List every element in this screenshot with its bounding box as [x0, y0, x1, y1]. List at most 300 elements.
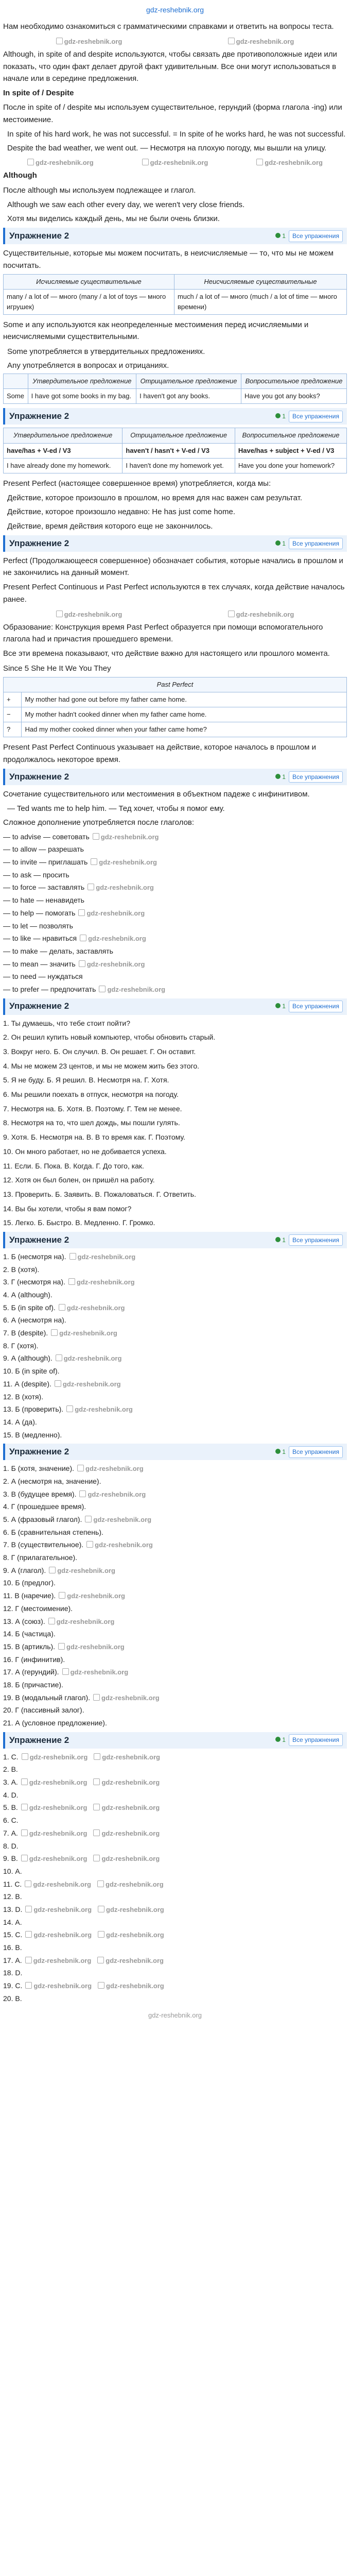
answer-text: 6. С.	[3, 1816, 19, 1825]
answer-item	[3, 1616, 347, 1628]
answer-text: 8. Г (прилагательное).	[3, 1553, 78, 1562]
watermark: gdz-reshebnik.org	[142, 158, 208, 168]
table-header: Утвердительное предложение	[28, 374, 136, 389]
table-header: Past Perfect	[4, 677, 347, 692]
answer-text: 4. Г (прошедшее время).	[3, 1502, 86, 1511]
all-exercises-button[interactable]: Все упражнения	[289, 1234, 343, 1246]
watermark: gdz-reshebnik.org	[93, 1854, 160, 1864]
table-header: Утвердительное предложение	[4, 428, 122, 443]
answer-text: 15. В (артикль).	[3, 1642, 56, 1651]
exercise-badges	[275, 1734, 343, 1746]
like-value: 1	[282, 232, 286, 240]
all-exercises-button[interactable]: Все упражнения	[289, 411, 343, 422]
table-header: Вопросительное предложение	[241, 374, 346, 389]
answer-text: 4. D.	[3, 1790, 19, 1799]
watermark: gdz-reshebnik.org	[56, 37, 122, 47]
verb-item: to like — нравиться	[12, 934, 77, 943]
answer-text: 3. Г (несмотря на).	[3, 1278, 65, 1286]
any-usage: Any употребляется в вопросах и отрицаниях.	[7, 361, 169, 370]
table-cell: −	[4, 707, 22, 722]
answer-text: 5. Б (in spite of).	[3, 1303, 56, 1312]
watermark: gdz-reshebnik.org	[87, 883, 154, 893]
watermark: gdz-reshebnik.org	[228, 37, 294, 47]
watermark: gdz-reshebnik.org	[59, 1591, 125, 1601]
test-item: 9. Хотя. Б. Несмотря на. В. В то время как. Г. Поэтому.	[3, 1133, 185, 1142]
watermark: gdz-reshebnik.org	[25, 1905, 92, 1915]
all-exercises-button[interactable]: Все упражнения	[289, 1001, 343, 1012]
exercise-title: Упражнение 2	[9, 771, 69, 782]
answer-text: 17. А.	[3, 1956, 22, 1964]
answer-item	[3, 1366, 347, 1377]
table-cell: haven't / hasn't + V-ed / V3	[122, 443, 235, 458]
watermark: gdz-reshebnik.org	[94, 1752, 160, 1762]
test-item: 12. Хотя он был болен, он пришёл на работу.	[3, 1176, 155, 1184]
answer-item	[3, 1718, 347, 1729]
test-item: 7. Несмотря на. Б. Хотя. В. Поэтому. Г. Тем не менее.	[3, 1104, 182, 1113]
verb-item: to make — делать, заставлять	[12, 946, 113, 955]
list-item: — to ask — просить	[3, 870, 69, 879]
answer-text: 1. Б (несмотря на).	[3, 1252, 66, 1261]
answer-text: 9. А (although).	[3, 1354, 52, 1363]
table-cell: ?	[4, 722, 22, 737]
watermark: gdz-reshebnik.org	[80, 934, 146, 944]
like-count[interactable]	[275, 1235, 286, 1245]
despite-example-1: In spite of his hard work, he was not successful. = In spite of he works hard, he was not successful.	[7, 129, 346, 139]
exercise-header	[3, 535, 347, 552]
answer-item	[3, 1315, 347, 1326]
answer-item	[3, 1277, 347, 1288]
list-item: — to mean — значить gdz-reshebnik.org	[3, 959, 347, 970]
all-exercises-button[interactable]: Все упражнения	[289, 230, 343, 242]
watermark: gdz-reshebnik.org	[228, 609, 294, 620]
watermark: gdz-reshebnik.org	[59, 1303, 125, 1313]
exercise-title: Упражнение 2	[9, 231, 69, 241]
watermark: gdz-reshebnik.org	[51, 1328, 117, 1338]
test-item: 8. Несмотря на то, что шел дождь, мы пошли гулять.	[3, 1118, 180, 1127]
answer-item	[3, 1641, 347, 1653]
present-usage-3: Действие, время действия которого еще не закончилось.	[7, 521, 213, 531]
answer-item	[3, 1629, 347, 1640]
perfect-text-1: Perfect (Продолжающееся совершенное) обозначает события, которые начались в прошлом и не закончились на данный момент.	[3, 556, 343, 578]
answer-text: 10. Б (in spite of).	[3, 1367, 60, 1376]
answer-item	[3, 1489, 347, 1500]
like-count[interactable]	[275, 539, 286, 549]
watermark: gdz-reshebnik.org	[93, 1803, 160, 1813]
answer-item	[3, 1692, 347, 1704]
table-header: Вопросительное предложение	[235, 428, 346, 443]
site-title[interactable]: gdz-reshebnik.org	[146, 6, 204, 14]
answer-item	[3, 1968, 347, 1979]
answer-text: 7. А.	[3, 1828, 18, 1837]
answer-item	[3, 1764, 347, 1775]
test-questions	[3, 1018, 347, 1229]
watermark: gdz-reshebnik.org	[77, 1464, 144, 1474]
perfect-text-2: Present Perfect Continuous и Past Perfect используются в тех случаях, когда действие началось ранее.	[3, 583, 345, 604]
answer-text: 4. А (although).	[3, 1291, 52, 1299]
watermark: gdz-reshebnik.org	[93, 1693, 160, 1703]
verb-item: to advise — советовать	[12, 832, 90, 841]
answer-item	[3, 1680, 347, 1691]
like-count[interactable]	[275, 412, 286, 421]
present-usage-2: Действие, которое произошло недавно: He has just come home.	[7, 507, 236, 517]
exercise-title: Упражнение 2	[9, 1447, 69, 1457]
test-item: 13. Проверить. Б. Заявить. В. Пожаловаться. Г. Ответить.	[3, 1190, 196, 1198]
answer-item	[3, 1392, 347, 1403]
although-text: После although мы используем подлежащее и глагол.	[3, 185, 196, 195]
watermark: gdz-reshebnik.org	[79, 959, 145, 970]
watermark: gdz-reshebnik.org	[66, 1404, 133, 1415]
watermark: gdz-reshebnik.org	[68, 1277, 135, 1287]
answer-item	[3, 1264, 347, 1276]
watermark: gdz-reshebnik.org	[56, 1353, 122, 1364]
watermark: gdz-reshebnik.org	[25, 1956, 92, 1966]
despite-heading: In spite of / Despite	[3, 89, 74, 97]
thumbs-up-icon	[275, 1737, 281, 1742]
answer-item	[3, 1514, 347, 1526]
answer-text: 16. Г (инфинитив).	[3, 1655, 65, 1664]
answer-text: 5. А (фразовый глагол).	[3, 1515, 82, 1523]
watermark: gdz-reshebnik.org	[93, 832, 159, 842]
verb-item: to hate — ненавидеть	[12, 896, 84, 905]
verb-item: to force — заставлять	[12, 883, 85, 892]
answer-item	[3, 1578, 347, 1589]
answer-item	[3, 1853, 347, 1865]
watermark: gdz-reshebnik.org	[69, 1252, 136, 1262]
test-item: 14. Вы бы хотели, чтобы я вам помог?	[3, 1204, 132, 1213]
list-item: — to help — помогать gdz-reshebnik.org	[3, 908, 347, 919]
watermark-row	[3, 156, 347, 170]
table-cell: many / a lot of — много (many / a lot of toys — много игрушек)	[4, 289, 174, 314]
table-cell: I haven't done my homework yet.	[122, 458, 235, 473]
answer-item	[3, 1802, 347, 1814]
verb-item: to help — помогать	[12, 908, 76, 917]
exercise-title: Упражнение 2	[9, 1001, 69, 1011]
watermark: gdz-reshebnik.org	[49, 1566, 115, 1576]
like-count[interactable]	[275, 772, 286, 782]
although-heading: Although	[3, 171, 37, 180]
watermark: gdz-reshebnik.org	[98, 1981, 164, 1991]
watermark: gdz-reshebnik.org	[97, 1956, 164, 1966]
perfect-text-3: Образование: Конструкция время Past Perfect образуется при помощи вспомогательного глагола had и причастия прошедшего времени.	[3, 622, 323, 644]
test-item: 2. Он решил купить новый компьютер, чтобы обновить старый.	[3, 1033, 216, 1042]
watermark: gdz-reshebnik.org	[25, 1930, 92, 1940]
list-item: — to force — заставлять gdz-reshebnik.org	[3, 882, 347, 893]
answer-text: 18. Б (причастие).	[3, 1680, 63, 1689]
answer-item	[3, 1980, 347, 1992]
answer-item	[3, 1417, 347, 1428]
answer-item	[3, 1866, 347, 1877]
quant-text: Существительные, которые мы можем посчитать, в неисчисляемые — то, что мы не можем посчитать.	[3, 249, 334, 270]
like-value: 1	[282, 413, 286, 420]
answer-item	[3, 1251, 347, 1263]
answer-text: 20. Г (пассивный залог).	[3, 1706, 84, 1715]
like-count[interactable]	[275, 1002, 286, 1011]
watermark: gdz-reshebnik.org	[99, 985, 165, 995]
watermark: gdz-reshebnik.org	[91, 857, 157, 868]
watermark: gdz-reshebnik.org	[22, 1752, 88, 1762]
answer-item	[3, 1539, 347, 1551]
test-item: 1. Ты думаешь, что тебе стоит пойти?	[3, 1019, 130, 1027]
table-header: Отрицательное предложение	[122, 428, 235, 443]
present-usage-1: Действие, которое произошло в прошлом, но время для нас важен сам результат.	[7, 494, 302, 503]
answer-text: 10. Б (предлог).	[3, 1579, 56, 1587]
exercise-header	[3, 998, 347, 1015]
perfect-continuous-text: Present Past Perfect Continuous указывает на действие, которое началось в прошлом и продолжалось некоторое время.	[3, 743, 316, 764]
watermark: gdz-reshebnik.org	[86, 1540, 153, 1550]
table-cell: Some	[4, 389, 28, 404]
watermark: gdz-reshebnik.org	[55, 1379, 121, 1389]
table-cell: much / a lot of — много (much / a lot of time — много времени)	[174, 289, 346, 314]
list-item: — to let — позволять	[3, 921, 73, 930]
all-exercises-button[interactable]: Все упражнения	[289, 1734, 343, 1746]
answer-item	[3, 1841, 347, 1852]
exercise-header	[3, 408, 347, 425]
thumbs-up-icon	[275, 1003, 281, 1008]
list-item: — to like — нравиться gdz-reshebnik.org	[3, 933, 347, 944]
answer-text: 2. А (несмотря на, значение).	[3, 1477, 101, 1485]
answer-item	[3, 1463, 347, 1475]
watermark: gdz-reshebnik.org	[97, 1879, 164, 1890]
watermark: gdz-reshebnik.org	[78, 908, 145, 919]
table-cell: Have you got any books?	[241, 389, 346, 404]
answer-item	[3, 1929, 347, 1941]
verbs-intro: Сочетание существительного или местоимения в объектном падеже с инфинитивом.	[3, 789, 310, 799]
answer-text: 3. В (будущее время).	[3, 1489, 77, 1498]
like-value: 1	[282, 1003, 286, 1010]
watermark: gdz-reshebnik.org	[79, 1489, 146, 1500]
answer-item	[3, 1815, 347, 1826]
answer-list	[3, 1251, 347, 1440]
answer-item	[3, 1430, 347, 1441]
watermark: gdz-reshebnik.org	[21, 1777, 87, 1788]
watermark: gdz-reshebnik.org	[21, 1828, 87, 1839]
answer-item	[3, 1290, 347, 1301]
answer-item	[3, 1917, 347, 1928]
perfect-text-5: Since 5 She He It We You They	[3, 664, 111, 673]
answer-text: 16. В.	[3, 1943, 22, 1952]
like-value: 1	[282, 773, 286, 781]
intro-paragraph-2: Although, in spite of and despite используются, чтобы связать две противоположные идеи или показать, что один факт делает другой факт удивительным. Все они могут использоваться в начале или в середине предложения.	[3, 50, 337, 83]
watermark: gdz-reshebnik.org	[85, 1515, 151, 1525]
watermark: gdz-reshebnik.org	[93, 1828, 160, 1839]
verb-item: to invite — приглашать	[12, 858, 88, 867]
answer-text: 8. D.	[3, 1841, 19, 1850]
exercise-title: Упражнение 2	[9, 538, 69, 548]
answer-text: 6. А (несмотря на).	[3, 1316, 66, 1325]
answer-text: 19. В (модальный глагол).	[3, 1693, 91, 1702]
answer-item	[3, 1328, 347, 1339]
answer-text: 9. В.	[3, 1854, 18, 1863]
answer-item	[3, 1527, 347, 1538]
exercise-title: Упражнение 2	[9, 1735, 69, 1745]
answer-text: 19. С.	[3, 1981, 23, 1990]
answer-item	[3, 1501, 347, 1513]
answer-item	[3, 1993, 347, 2005]
list-item: — to make — делать, заставлять	[3, 946, 113, 955]
answer-text: 12. Г (местоимение).	[3, 1604, 73, 1613]
watermark: gdz-reshebnik.org	[48, 1617, 115, 1627]
verb-list	[3, 832, 347, 995]
quantifier-table	[3, 274, 347, 315]
list-item: — to advise — советовать gdz-reshebnik.org	[3, 832, 347, 843]
watermark: gdz-reshebnik.org	[98, 1905, 164, 1915]
watermark-row	[3, 35, 347, 48]
answer-text: 6. Б (сравнительная степень).	[3, 1528, 103, 1536]
answer-text: 11. В (наречие).	[3, 1591, 56, 1600]
answer-item	[3, 1404, 347, 1415]
answer-text: 13. Б (проверить).	[3, 1405, 64, 1414]
answer-text: 17. А (герундий).	[3, 1668, 59, 1676]
watermark-row	[3, 608, 347, 621]
some-usage: Some употребляется в утвердительных предложениях.	[7, 347, 205, 356]
verb-item: to allow — разрешать	[12, 845, 84, 854]
answer-text: 13. D.	[3, 1905, 23, 1913]
answer-item	[3, 1705, 347, 1716]
like-count[interactable]	[275, 231, 286, 241]
exercise-badges	[275, 1234, 343, 1246]
watermark: gdz-reshebnik.org	[21, 1854, 87, 1864]
table-header	[4, 374, 28, 389]
table-header: Отрицательное предложение	[136, 374, 241, 389]
watermark: gdz-reshebnik.org	[93, 1777, 160, 1788]
answer-text: 18. D.	[3, 1969, 23, 1977]
answer-text: 14. А (да).	[3, 1417, 37, 1426]
like-value: 1	[282, 1448, 286, 1455]
answer-text: 20. В.	[3, 1994, 22, 2003]
table-cell: I have got some books in my bag.	[28, 389, 136, 404]
answer-text: 14. А.	[3, 1918, 22, 1926]
watermark: gdz-reshebnik.org	[256, 158, 323, 168]
thumbs-up-icon	[275, 540, 281, 546]
exercise-badges	[275, 411, 343, 422]
answer-text: 2. В (хотя).	[3, 1265, 40, 1274]
like-value: 1	[282, 1236, 286, 1244]
list-item: — to hate — ненавидеть	[3, 896, 84, 905]
list-item: — to need — нуждаться	[3, 972, 83, 981]
answer-item	[3, 1955, 347, 1967]
watermark: gdz-reshebnik.org	[25, 1879, 91, 1890]
answer-item	[3, 1942, 347, 1954]
table-cell: I have already done my homework.	[4, 458, 122, 473]
table-cell: My mother had gone out before my father came home.	[22, 692, 347, 707]
watermark: gdz-reshebnik.org	[98, 1930, 164, 1940]
thumbs-up-icon	[275, 1237, 281, 1242]
test-item: 3. Вокруг него. Б. Он случил. В. Он решает. Г. Он оставит.	[3, 1047, 196, 1056]
answer-list-2	[3, 1463, 347, 1728]
verb-item: to let — позволять	[12, 921, 73, 930]
watermark: gdz-reshebnik.org	[27, 158, 94, 168]
like-count[interactable]	[275, 1447, 286, 1457]
all-exercises-button[interactable]: Все упражнения	[289, 538, 343, 550]
answer-item	[3, 1904, 347, 1916]
exercise-badges	[275, 230, 343, 242]
test-item: 15. Легко. Б. Быстро. В. Медленно. Г. Громко.	[3, 1218, 155, 1227]
answer-text: 3. А.	[3, 1778, 18, 1787]
present-perfect-table	[3, 428, 347, 473]
past-perfect-table	[3, 677, 347, 738]
watermark: gdz-reshebnik.org	[58, 1642, 125, 1652]
answer-text: 15. В (медленно).	[3, 1430, 62, 1439]
answer-item	[3, 1654, 347, 1666]
answer-item	[3, 1667, 347, 1678]
exercise-header	[3, 228, 347, 244]
watermark: gdz-reshebnik.org	[21, 1803, 87, 1813]
test-item: 10. Он много работает, но не добивается успеха.	[3, 1147, 167, 1156]
answer-text: 9. А (глагол).	[3, 1566, 46, 1574]
thumbs-up-icon	[275, 413, 281, 418]
exercise-header	[3, 1444, 347, 1460]
perfect-text-4: Все эти времена показывают, что действие важно для настоящего или прошлого момента.	[3, 649, 330, 658]
verbs-list-heading: Сложное дополнение употребляется после глаголов:	[3, 818, 195, 827]
exercise-badges	[275, 771, 343, 783]
list-item: — to invite — приглашать gdz-reshebnik.org	[3, 857, 347, 868]
present-perfect-text: Present Perfect (настоящее совершенное время) употребляется, когда мы:	[3, 479, 271, 488]
table-cell: My mother hadn't cooked dinner when my father came home.	[22, 707, 347, 722]
answer-item	[3, 1891, 347, 1903]
verb-item: to mean — значить	[12, 959, 76, 968]
answer-text: 11. А (despite).	[3, 1379, 51, 1388]
answer-text: 15. С.	[3, 1930, 23, 1939]
like-count[interactable]	[275, 1735, 286, 1745]
thumbs-up-icon	[275, 233, 281, 238]
verb-item: to ask — просить	[12, 870, 69, 879]
table-header: Неисчисляемые существительные	[174, 274, 346, 289]
like-value: 1	[282, 539, 286, 547]
footer-watermark: gdz-reshebnik.org	[148, 2011, 202, 2020]
answer-text: 13. А (союз).	[3, 1617, 45, 1625]
answer-text: 1. Б (хотя, значение).	[3, 1464, 74, 1473]
answer-text: 2. В.	[3, 1765, 18, 1774]
answer-text: 5. В.	[3, 1803, 18, 1812]
table-cell: Had my mother cooked dinner when your father came home?	[22, 722, 347, 737]
although-example-2: Хотя мы виделись каждый день, мы не были очень близки.	[7, 214, 220, 223]
answer-item	[3, 1590, 347, 1602]
answer-text: 10. А.	[3, 1867, 22, 1875]
answer-item	[3, 1353, 347, 1364]
table-cell: +	[4, 692, 22, 707]
list-item: — to prefer — предпочитать gdz-reshebnik.org	[3, 984, 347, 995]
test-item: 11. Если. Б. Пока. В. Когда. Г. До того, как.	[3, 1161, 144, 1170]
watermark: gdz-reshebnik.org	[56, 609, 122, 620]
all-exercises-button[interactable]: Все упражнения	[289, 771, 343, 783]
some-any-table	[3, 374, 347, 404]
answer-item	[3, 1752, 347, 1763]
despite-text: После in spite of / despite мы используем существительное, герундий (форма глагола -ing) или местоимение.	[3, 103, 342, 124]
table-cell: have/has + V-ed / V3	[4, 443, 122, 458]
answer-item	[3, 1828, 347, 1839]
exercise-title: Упражнение 2	[9, 1234, 69, 1245]
table-header: Исчисляемые существительные	[4, 274, 174, 289]
final-answer-list	[3, 1752, 347, 2005]
despite-example-2: Despite the bad weather, we went out. — Несмотря на плохую погоду, мы вышли на улицу.	[7, 144, 327, 152]
like-value: 1	[282, 1736, 286, 1744]
answer-text: 12. В (хотя).	[3, 1392, 44, 1401]
exercise-header	[3, 1732, 347, 1749]
answer-item	[3, 1565, 347, 1577]
answer-item	[3, 1379, 347, 1390]
list-item: — to allow — разрешать	[3, 845, 84, 854]
although-example-1: Although we saw each other every day, we weren't very close friends.	[7, 200, 245, 209]
answer-item	[3, 1302, 347, 1314]
answer-item	[3, 1603, 347, 1615]
exercise-title: Упражнение 2	[9, 411, 69, 421]
exercise-badges	[275, 1446, 343, 1458]
answer-item	[3, 1476, 347, 1487]
answer-text: 11. С.	[3, 1879, 22, 1888]
verbs-example: — Ted wants me to help him. — Тед хочет, чтобы я помог ему.	[7, 804, 225, 814]
test-item: 5. Я не буду. Б. Я решил. В. Несмотря на. Г. Хотя.	[3, 1076, 169, 1084]
all-exercises-button[interactable]: Все упражнения	[289, 1446, 343, 1458]
